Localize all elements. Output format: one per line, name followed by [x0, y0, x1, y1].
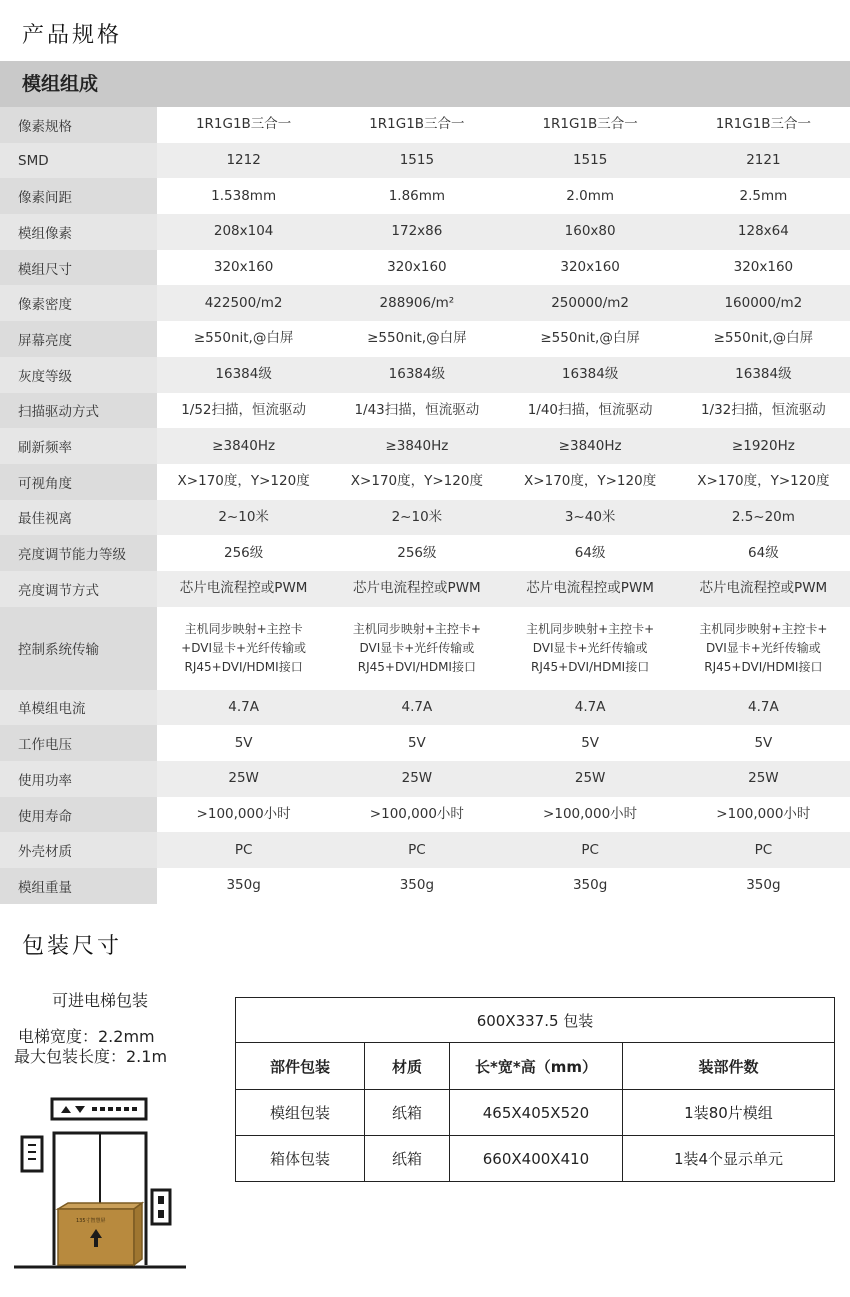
spec-row	[0, 143, 850, 179]
spec-value-cell: 4.7A	[504, 690, 677, 726]
spec-row	[0, 607, 850, 690]
spec-row	[0, 761, 850, 797]
spec-section-title: 产品规格	[22, 23, 123, 48]
spec-value-cell: 16384级	[157, 357, 330, 393]
spec-value-cell: 2~10米	[157, 500, 330, 536]
spec-value-cell: 350g	[330, 868, 503, 904]
spec-value-cell: 320x160	[504, 250, 677, 286]
down-arrow-icon	[75, 1106, 85, 1113]
spec-value-cell: 4.7A	[677, 690, 850, 726]
spec-value-cell: PC	[330, 832, 503, 868]
spec-value-cell: 4.7A	[330, 690, 503, 726]
spec-row-label: 使用寿命	[0, 797, 157, 833]
spec-value-cell: 1R1G1B三合一	[677, 107, 850, 143]
spec-value-cell: 25W	[677, 761, 850, 797]
spec-value-cell: X>170度，Y>120度	[504, 464, 677, 500]
dimensions-cell: 465X405X520	[450, 1090, 623, 1136]
spec-value-cell: 5V	[504, 725, 677, 761]
spec-value-cell: 25W	[157, 761, 330, 797]
spec-value-cell: 芯片电流程控或PWM	[330, 571, 503, 607]
material-cell: 纸箱	[365, 1136, 450, 1182]
spec-value-cell: >100,000小时	[330, 797, 503, 833]
spec-value-cell: 芯片电流程控或PWM	[157, 571, 330, 607]
header-part-count: 装部件数	[623, 1043, 835, 1090]
spec-row-label: 可视角度	[0, 464, 157, 500]
spec-value-cell: 主机同步映射+主控卡+ DVI显卡+光纤传输或 RJ45+DVI/HDMI接口	[504, 607, 677, 690]
spec-row-label: 像素规格	[0, 107, 157, 143]
spec-row	[0, 832, 850, 868]
elevator-illustration	[14, 1095, 194, 1275]
up-arrow-icon	[61, 1106, 71, 1113]
spec-value-cell: 422500/m2	[157, 285, 330, 321]
spec-value-cell: 2121	[677, 143, 850, 179]
spec-row	[0, 571, 850, 607]
header-dimensions: 长*宽*高（mm）	[450, 1043, 623, 1090]
material-cell: 纸箱	[365, 1090, 450, 1136]
spec-value-cell: 3~40米	[504, 500, 677, 536]
spec-value-cell: 1/52扫描，恒流驱动	[157, 393, 330, 429]
spec-value-cell: 320x160	[157, 250, 330, 286]
dimensions-cell: 660X400X410	[450, 1136, 623, 1182]
spec-table	[0, 107, 850, 904]
packaging-section-title: 包装尺寸	[22, 934, 123, 959]
spec-row-label: 像素间距	[0, 178, 157, 214]
spec-row-label: 模组重量	[0, 868, 157, 904]
spec-value-cell: >100,000小时	[504, 797, 677, 833]
spec-value-cell: 128x64	[677, 214, 850, 250]
spec-value-cell: PC	[504, 832, 677, 868]
spec-row	[0, 725, 850, 761]
spec-value-cell: 172x86	[330, 214, 503, 250]
spec-value-cell: 16384级	[330, 357, 503, 393]
spec-value-cell: 64级	[504, 535, 677, 571]
packaging-type-cell: 模组包装	[236, 1090, 365, 1136]
box-top	[58, 1203, 142, 1209]
spec-value-cell: 1/32扫描，恒流驱动	[677, 393, 850, 429]
spec-value-cell: 2.5mm	[677, 178, 850, 214]
spec-value-cell: >100,000小时	[677, 797, 850, 833]
spec-row-label: 模组像素	[0, 214, 157, 250]
box-label: 135寸智慧屏	[76, 1218, 106, 1224]
spec-value-cell: >100,000小时	[157, 797, 330, 833]
spec-value-cell: 主机同步映射+主控卡+ DVI显卡+光纤传输或 RJ45+DVI/HDMI接口	[677, 607, 850, 690]
spec-value-cell: 芯片电流程控或PWM	[677, 571, 850, 607]
spec-value-cell: 1515	[504, 143, 677, 179]
spec-row-label: 亮度调节能力等级	[0, 535, 157, 571]
spec-row	[0, 868, 850, 904]
spec-row-label: 模组尺寸	[0, 250, 157, 286]
spec-row	[0, 797, 850, 833]
spec-row-label: 外壳材质	[0, 832, 157, 868]
spec-row	[0, 393, 850, 429]
spec-row	[0, 250, 850, 286]
spec-row-label: 使用功率	[0, 761, 157, 797]
spec-value-cell: 主机同步映射+主控卡 +DVI显卡+光纤传输或 RJ45+DVI/HDMI接口	[157, 607, 330, 690]
spec-value-cell: X>170度，Y>120度	[677, 464, 850, 500]
spec-value-cell: 64级	[677, 535, 850, 571]
spec-value-cell: 208x104	[157, 214, 330, 250]
spec-value-cell: PC	[157, 832, 330, 868]
elevator-note: 可进电梯包装	[51, 991, 148, 1010]
spec-value-cell: 5V	[677, 725, 850, 761]
spec-value-cell: 256级	[157, 535, 330, 571]
spec-value-cell: 1.538mm	[157, 178, 330, 214]
spec-row-label: 单模组电流	[0, 690, 157, 726]
spec-row-label: 灰度等级	[0, 357, 157, 393]
spec-value-cell: 4.7A	[157, 690, 330, 726]
max-length-text: 最大包装长度：2.1m	[14, 1047, 168, 1066]
spec-row	[0, 500, 850, 536]
spec-value-cell: 160000/m2	[677, 285, 850, 321]
packaging-table-caption: 600X337.5 包装	[236, 998, 835, 1043]
spec-row	[0, 178, 850, 214]
spec-row-label: 工作电压	[0, 725, 157, 761]
spec-value-cell: 5V	[157, 725, 330, 761]
spec-row-label: 亮度调节方式	[0, 571, 157, 607]
spec-value-cell: 288906/m²	[330, 285, 503, 321]
spec-value-cell: 2~10米	[330, 500, 503, 536]
part-count-cell: 1装80片模组	[623, 1090, 835, 1136]
spec-value-cell: 350g	[504, 868, 677, 904]
packaging-table	[235, 997, 835, 1182]
header-material: 材质	[365, 1043, 450, 1090]
spec-row-label: 刷新频率	[0, 428, 157, 464]
spec-row	[0, 357, 850, 393]
spec-row-label: SMD	[0, 143, 157, 179]
spec-row	[0, 107, 850, 143]
spec-value-cell: 250000/m2	[504, 285, 677, 321]
spec-row	[0, 214, 850, 250]
spec-value-cell: 1515	[330, 143, 503, 179]
header-part-packaging: 部件包装	[236, 1043, 365, 1090]
spec-value-cell: 1/43扫描，恒流驱动	[330, 393, 503, 429]
spec-value-cell: 350g	[677, 868, 850, 904]
spec-value-cell: 1R1G1B三合一	[157, 107, 330, 143]
spec-row	[0, 428, 850, 464]
spec-row	[0, 285, 850, 321]
spec-row	[0, 464, 850, 500]
spec-value-cell: 320x160	[677, 250, 850, 286]
spec-value-cell: 350g	[157, 868, 330, 904]
spec-value-cell: X>170度，Y>120度	[157, 464, 330, 500]
spec-value-cell: ≥3840Hz	[157, 428, 330, 464]
table-row	[236, 1090, 835, 1136]
part-count-cell: 1装4个显示单元	[623, 1136, 835, 1182]
elevator-call-buttons	[152, 1190, 170, 1224]
module-group-header: 模组组成	[0, 61, 850, 107]
spec-value-cell: ≥3840Hz	[504, 428, 677, 464]
spec-value-cell: X>170度，Y>120度	[330, 464, 503, 500]
spec-row-label: 最佳视离	[0, 500, 157, 536]
spec-value-cell: 主机同步映射+主控卡+ DVI显卡+光纤传输或 RJ45+DVI/HDMI接口	[330, 607, 503, 690]
spec-value-cell: ≥1920Hz	[677, 428, 850, 464]
elevator-side-panel	[22, 1137, 42, 1171]
spec-value-cell: 1R1G1B三合一	[504, 107, 677, 143]
spec-value-cell: 1212	[157, 143, 330, 179]
spec-row-label: 像素密度	[0, 285, 157, 321]
spec-value-cell: 1R1G1B三合一	[330, 107, 503, 143]
spec-value-cell: ≥3840Hz	[330, 428, 503, 464]
spec-row-label: 屏幕亮度	[0, 321, 157, 357]
spec-row	[0, 535, 850, 571]
spec-value-cell: 25W	[330, 761, 503, 797]
spec-value-cell: 256级	[330, 535, 503, 571]
spec-value-cell: ≥550nit,@白屏	[504, 321, 677, 357]
spec-value-cell: 320x160	[330, 250, 503, 286]
spec-value-cell: 芯片电流程控或PWM	[504, 571, 677, 607]
spec-row	[0, 690, 850, 726]
spec-value-cell: 160x80	[504, 214, 677, 250]
spec-row-label: 控制系统传输	[0, 607, 157, 690]
spec-value-cell: 16384级	[504, 357, 677, 393]
spec-value-cell: 1.86mm	[330, 178, 503, 214]
table-row	[236, 1136, 835, 1182]
spec-value-cell: 25W	[504, 761, 677, 797]
spec-row-label: 扫描驱动方式	[0, 393, 157, 429]
elevator-width-text: 电梯宽度：2.2mm	[18, 1027, 155, 1046]
spec-value-cell: 1/40扫描，恒流驱动	[504, 393, 677, 429]
spec-value-cell: 2.0mm	[504, 178, 677, 214]
spec-value-cell: ≥550nit,@白屏	[157, 321, 330, 357]
spec-row	[0, 321, 850, 357]
packaging-type-cell: 箱体包装	[236, 1136, 365, 1182]
spec-value-cell: 5V	[330, 725, 503, 761]
spec-value-cell: PC	[677, 832, 850, 868]
spec-value-cell: ≥550nit,@白屏	[330, 321, 503, 357]
spec-value-cell: 16384级	[677, 357, 850, 393]
spec-value-cell: ≥550nit,@白屏	[677, 321, 850, 357]
spec-value-cell: 2.5~20m	[677, 500, 850, 536]
